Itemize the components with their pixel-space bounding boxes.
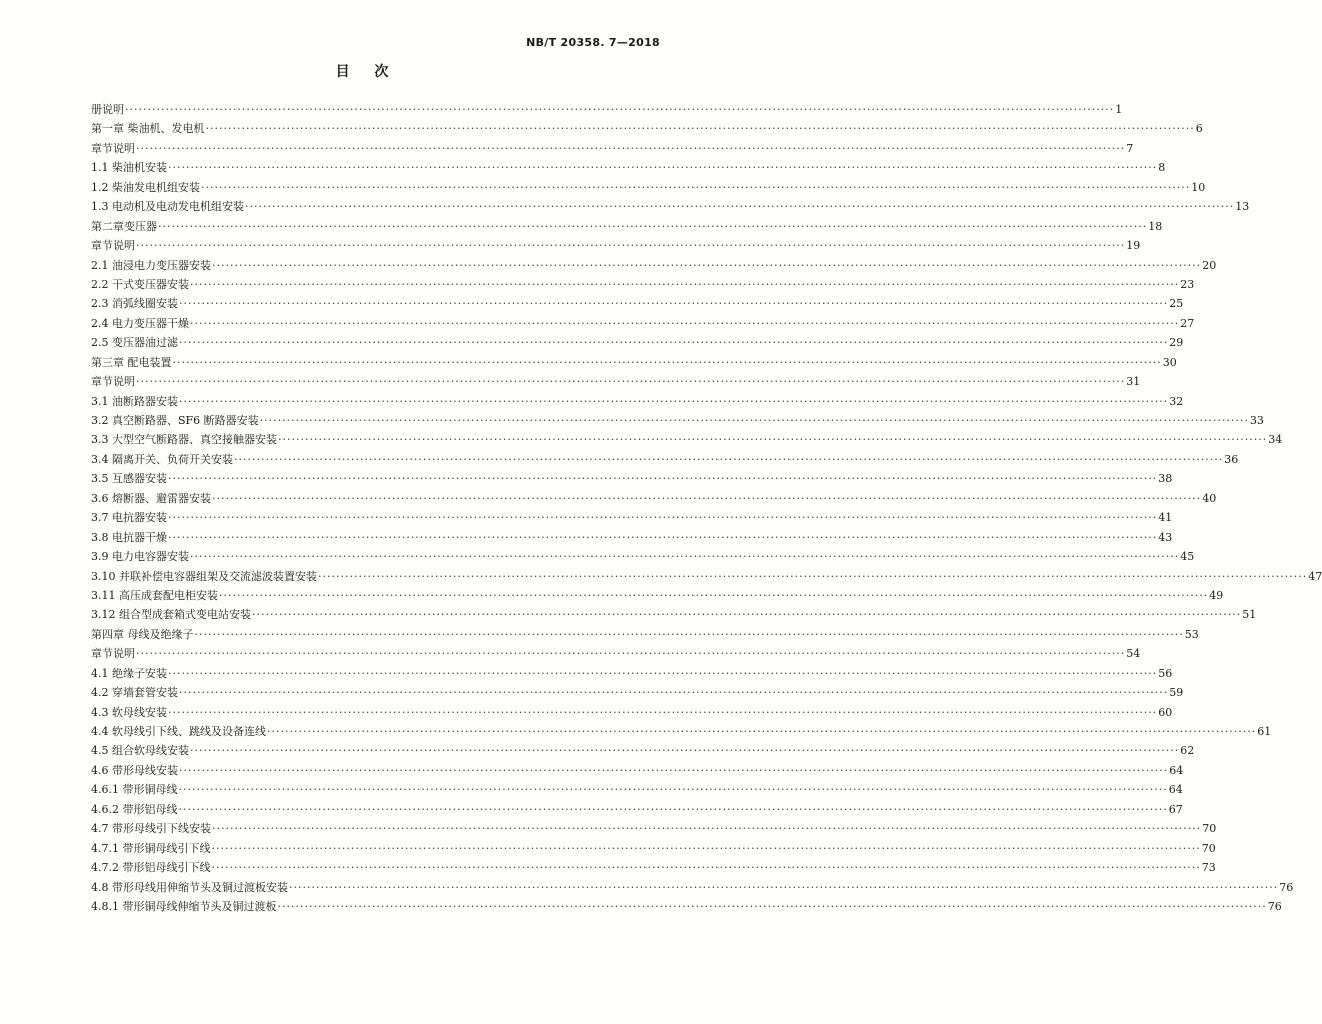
toc-entry <box>91 392 1184 411</box>
toc-entry <box>91 236 1141 255</box>
toc-entry-title: 2.2 干式变压器安装 <box>91 277 189 291</box>
toc-entry-page-number: 13 <box>1235 200 1250 214</box>
dot-leader: ···························································································································································································································· <box>211 841 1201 855</box>
dot-leader: ···························································································································································································································· <box>212 822 1202 836</box>
toc-entry-title: 3.1 油断路器安装 <box>91 394 178 408</box>
toc-entry-title: 3.9 电力电容器安装 <box>91 550 189 564</box>
toc-entry <box>91 703 1173 722</box>
toc-entry-page-number: 27 <box>1180 316 1195 330</box>
dot-leader: ···························································································································································································································· <box>178 783 1168 797</box>
dot-leader: ···························································································································································································································· <box>136 239 1126 253</box>
toc-entry-title: 4.7.2 带形铝母线引下线 <box>91 861 211 875</box>
toc-entry-title: 3.10 并联补偿电容器组架及交流滤波装置安装 <box>91 569 317 583</box>
dot-leader: ···························································································································································································································· <box>219 588 1209 602</box>
dot-leader: ···························································································································································································································· <box>136 141 1126 155</box>
toc-entry <box>91 839 1216 858</box>
toc-entry-page-number: 43 <box>1158 530 1173 544</box>
dot-leader: ···························································································································································································································· <box>289 880 1279 894</box>
toc-entry <box>91 353 1177 372</box>
toc-entry-title: 章节说明 <box>91 239 135 253</box>
standard-number: NB/T 20358. 7—2018 <box>526 36 660 49</box>
toc-entry-page-number: 59 <box>1169 686 1184 700</box>
dot-leader: ···························································································································································································································· <box>168 472 1158 486</box>
toc-entry-title: 4.6.1 带形铜母线 <box>91 783 178 797</box>
toc-entry-page-number: 34 <box>1268 433 1283 447</box>
toc-entry <box>91 450 1239 469</box>
dot-leader: ···························································································································································································································· <box>125 103 1115 116</box>
toc-entry-page-number: 36 <box>1224 452 1239 466</box>
dot-leader: ···························································································································································································································· <box>179 336 1169 350</box>
toc-entry-title: 4.2 穿墙套管安装 <box>91 686 178 700</box>
toc-entry-page-number: 70 <box>1201 841 1216 855</box>
dot-leader: ···························································································································································································································· <box>136 647 1126 661</box>
toc-entry-title: 3.3 大型空气断路器、真空接触器安装 <box>91 433 277 447</box>
toc-entry <box>91 158 1166 177</box>
toc-entry-page-number: 25 <box>1169 297 1184 311</box>
dot-leader: ···························································································································································································································· <box>168 161 1158 175</box>
table-of-contents <box>91 100 1322 916</box>
dot-leader: ···························································································································································································································· <box>267 725 1257 738</box>
dot-leader: ···························································································································································································································· <box>259 414 1249 427</box>
dot-leader: ···························································································································································································································· <box>168 511 1158 525</box>
toc-entry-title: 2.3 消弧线圈安装 <box>91 297 178 311</box>
toc-entry-title: 3.12 组合型成套箱式变电站安装 <box>91 608 251 622</box>
toc-entry-title: 章节说明 <box>91 375 135 389</box>
toc-entry-page-number: 64 <box>1168 783 1183 797</box>
toc-entry-page-number: 7 <box>1126 141 1134 155</box>
toc-entry <box>91 547 1195 566</box>
toc-entry-page-number: 67 <box>1168 802 1183 816</box>
toc-entry-title: 3.2 真空断路器、SF6 断路器安装 <box>91 414 259 427</box>
dot-leader: ···························································································································································································································· <box>179 297 1169 311</box>
dot-leader: ···························································································································································································································· <box>136 375 1126 389</box>
dot-leader: ···························································································································································································································· <box>211 861 1201 875</box>
toc-entry <box>91 508 1173 527</box>
toc-entry-title: 第二章变压器 <box>91 219 157 233</box>
toc-entry-page-number: 32 <box>1169 394 1184 408</box>
toc-entry-page-number: 19 <box>1126 239 1141 253</box>
toc-entry-title: 4.1 绝缘子安装 <box>91 666 167 680</box>
dot-leader: ···························································································································································································································· <box>172 355 1162 369</box>
toc-entry-title: 4.8.1 带形铜母线伸缩节头及铜过渡板 <box>91 899 277 913</box>
toc-entry-title: 4.7.1 带形铜母线引下线 <box>91 841 211 855</box>
dot-leader: ···························································································································································································································· <box>190 744 1180 758</box>
toc-entry-page-number: 23 <box>1180 277 1195 291</box>
page-title: 目 次 <box>335 64 399 80</box>
toc-entry <box>91 411 1264 430</box>
toc-entry <box>91 197 1250 216</box>
toc-entry-page-number: 56 <box>1158 666 1173 680</box>
toc-entry <box>91 741 1195 760</box>
toc-entry-page-number: 54 <box>1126 647 1141 661</box>
toc-entry <box>91 644 1141 663</box>
toc-entry-page-number: 20 <box>1202 258 1217 272</box>
toc-entry <box>91 780 1183 799</box>
dot-leader: ···························································································································································································································· <box>179 763 1169 777</box>
toc-entry-page-number: 64 <box>1169 763 1184 777</box>
toc-entry-page-number: 76 <box>1279 880 1294 894</box>
dot-leader: ···························································································································································································································· <box>245 200 1235 214</box>
toc-entry <box>91 178 1206 197</box>
dot-leader: ···························································································································································································································· <box>212 258 1202 272</box>
toc-entry-title: 4.5 组合软母线安装 <box>91 744 189 758</box>
toc-entry-title: 3.8 电抗器干燥 <box>91 530 167 544</box>
toc-entry-page-number: 76 <box>1267 899 1282 913</box>
toc-entry <box>91 294 1184 313</box>
toc-entry <box>91 528 1173 547</box>
toc-entry-title: 3.6 熔断器、避雷器安装 <box>91 491 211 505</box>
dot-leader: ···························································································································································································································· <box>205 122 1195 136</box>
dot-leader: ···························································································································································································································· <box>252 608 1242 622</box>
dot-leader: ···························································································································································································································· <box>158 219 1148 233</box>
toc-entry <box>91 469 1173 488</box>
toc-entry <box>91 586 1224 605</box>
toc-entry-page-number: 73 <box>1201 861 1216 875</box>
dot-leader: ···························································································································································································································· <box>190 550 1180 564</box>
toc-entry <box>91 761 1184 780</box>
toc-entry-page-number: 49 <box>1209 588 1224 602</box>
toc-entry-title: 章节说明 <box>91 141 135 155</box>
dot-leader: ···························································································································································································································· <box>212 491 1202 505</box>
toc-entry <box>91 430 1283 449</box>
toc-entry-page-number: 29 <box>1169 336 1184 350</box>
toc-entry-title: 3.5 互感器安装 <box>91 472 167 486</box>
toc-entry-page-number: 40 <box>1202 491 1217 505</box>
toc-entry <box>91 605 1257 624</box>
toc-entry-page-number: 6 <box>1195 122 1203 136</box>
toc-entry <box>91 489 1217 508</box>
dot-leader: ···························································································································································································································· <box>168 705 1158 719</box>
toc-entry-title: 4.8 带形母线用伸缩节头及铜过渡板安装 <box>91 880 288 894</box>
toc-entry-page-number: 53 <box>1184 627 1199 641</box>
dot-leader: ···························································································································································································································· <box>278 433 1268 447</box>
toc-entry-title: 4.6 带形母线安装 <box>91 763 178 777</box>
toc-entry <box>91 275 1195 294</box>
toc-entry-page-number: 45 <box>1180 550 1195 564</box>
toc-entry-title: 4.6.2 带形铝母线 <box>91 802 178 816</box>
toc-entry-page-number: 10 <box>1191 180 1206 194</box>
toc-entry-title: 2.1 油浸电力变压器安装 <box>91 258 211 272</box>
toc-entry-page-number: 61 <box>1257 725 1272 738</box>
toc-entry-title: 章节说明 <box>91 647 135 661</box>
toc-entry-page-number: 8 <box>1158 161 1166 175</box>
toc-entry <box>91 333 1184 352</box>
toc-entry-title: 3.4 隔离开关、负荷开关安装 <box>91 452 233 466</box>
toc-entry <box>91 314 1195 333</box>
toc-entry <box>91 100 1123 119</box>
toc-entry-page-number: 70 <box>1202 822 1217 836</box>
toc-entry <box>91 217 1163 236</box>
dot-leader: ···························································································································································································································· <box>194 627 1184 641</box>
toc-entry-page-number: 38 <box>1158 472 1173 486</box>
dot-leader: ···························································································································································································································· <box>318 569 1308 583</box>
dot-leader: ···························································································································································································································· <box>277 899 1267 913</box>
toc-entry-title: 第三章 配电装置 <box>91 355 172 369</box>
toc-entry-page-number: 33 <box>1249 414 1264 427</box>
dot-leader: ···························································································································································································································· <box>168 666 1158 680</box>
toc-entry-title: 第一章 柴油机、发电机 <box>91 122 205 136</box>
toc-entry-page-number: 31 <box>1126 375 1141 389</box>
dot-leader: ···························································································································································································································· <box>201 180 1191 194</box>
toc-entry-page-number: 18 <box>1148 219 1163 233</box>
toc-entry-page-number: 41 <box>1158 511 1173 525</box>
dot-leader: ···························································································································································································································· <box>179 394 1169 408</box>
toc-entry-page-number: 60 <box>1158 705 1173 719</box>
toc-entry <box>91 256 1217 275</box>
toc-entry <box>91 878 1294 897</box>
toc-entry-title: 1.2 柴油发电机组安装 <box>91 180 200 194</box>
toc-entry <box>91 567 1322 586</box>
dot-leader: ···························································································································································································································· <box>234 452 1224 466</box>
toc-entry-page-number: 30 <box>1162 355 1177 369</box>
toc-entry-title: 1.1 柴油机安装 <box>91 161 167 175</box>
dot-leader: ···························································································································································································································· <box>168 530 1158 544</box>
toc-entry <box>91 819 1217 838</box>
toc-entry <box>91 119 1203 138</box>
toc-entry-title: 3.11 高压成套配电柜安装 <box>91 588 218 602</box>
toc-entry-page-number: 62 <box>1180 744 1195 758</box>
toc-entry-title: 4.7 带形母线引下线安装 <box>91 822 211 836</box>
dot-leader: ···························································································································································································································· <box>190 316 1180 330</box>
toc-entry <box>91 139 1134 158</box>
toc-entry-title: 2.5 变压器油过滤 <box>91 336 178 350</box>
toc-entry-title: 3.7 电抗器安装 <box>91 511 167 525</box>
toc-entry-page-number: 47 <box>1308 569 1322 583</box>
dot-leader: ···························································································································································································································· <box>179 686 1169 700</box>
toc-entry-page-number: 1 <box>1115 103 1123 116</box>
toc-entry-title: 册说明 <box>91 103 124 116</box>
toc-entry-title: 第四章 母线及绝缘子 <box>91 627 194 641</box>
toc-entry <box>91 683 1184 702</box>
toc-entry-title: 4.3 软母线安装 <box>91 705 167 719</box>
toc-entry <box>91 664 1173 683</box>
toc-entry-title: 2.4 电力变压器干燥 <box>91 316 189 330</box>
toc-entry-title: 1.3 电动机及电动发电机组安装 <box>91 200 244 214</box>
toc-entry-page-number: 51 <box>1242 608 1257 622</box>
toc-entry <box>91 858 1216 877</box>
toc-entry <box>91 722 1272 741</box>
toc-entry <box>91 625 1199 644</box>
dot-leader: ···························································································································································································································· <box>178 802 1168 816</box>
toc-entry-title: 4.4 软母线引下线、跳线及设备连线 <box>91 725 266 738</box>
toc-entry <box>91 372 1141 391</box>
dot-leader: ···························································································································································································································· <box>190 277 1180 291</box>
toc-entry <box>91 800 1183 819</box>
toc-entry <box>91 897 1282 916</box>
